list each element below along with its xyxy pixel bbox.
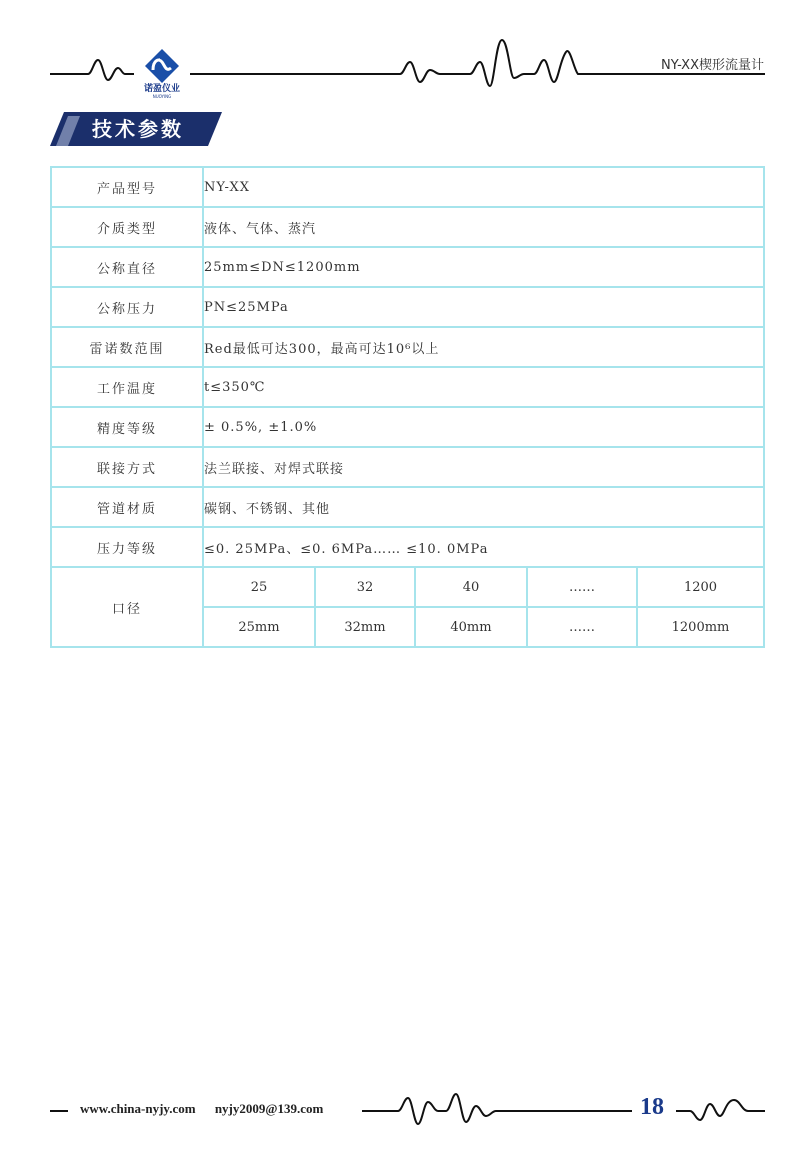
footer-website[interactable]: www.china-nyjy.com <box>80 1101 196 1116</box>
caliber-size: 40mm <box>415 607 527 647</box>
company-logo <box>138 48 186 100</box>
table-row <box>51 527 764 567</box>
page-number: 18 <box>640 1094 664 1120</box>
caliber-code: 40 <box>415 567 527 607</box>
caliber-code: 25 <box>203 567 315 607</box>
table-row <box>51 407 764 447</box>
spec-value: 法兰联接、对焊式联接 <box>203 447 764 487</box>
spec-label: 工作温度 <box>51 367 203 407</box>
caliber-size: …… <box>527 607 637 647</box>
spec-label: 公称压力 <box>51 287 203 327</box>
spec-label: 压力等级 <box>51 527 203 567</box>
caliber-code: …… <box>527 567 637 607</box>
table-row <box>51 487 764 527</box>
footer-contact <box>80 1101 339 1117</box>
table-row <box>51 287 764 327</box>
caliber-size: 25mm <box>203 607 315 647</box>
table-row <box>51 327 764 367</box>
spec-label: 产品型号 <box>51 167 203 207</box>
table-row <box>51 367 764 407</box>
specs-table <box>50 166 765 648</box>
spec-value: Red最低可达300，最高可达10⁶以上 <box>203 327 764 367</box>
table-row <box>51 447 764 487</box>
spec-value: 液体、气体、蒸汽 <box>203 207 764 247</box>
logo-mark-icon <box>144 48 180 84</box>
footer-email[interactable]: nyjy2009@139.com <box>214 1101 324 1116</box>
table-row <box>51 247 764 287</box>
table-row <box>51 207 764 247</box>
caliber-code: 32 <box>315 567 415 607</box>
caliber-code: 1200 <box>637 567 764 607</box>
spec-label: 管道材质 <box>51 487 203 527</box>
logo-subtext: NUOYING <box>152 94 172 99</box>
spec-value: ± 0.5%, ±1.0% <box>203 407 764 447</box>
spec-value: PN≤25MPa <box>203 287 764 327</box>
section-title: 技术参数 <box>92 117 184 141</box>
spec-label: 公称直径 <box>51 247 203 287</box>
spec-label: 介质类型 <box>51 207 203 247</box>
document-title: NY-XX楔形流量计 <box>661 58 764 73</box>
spec-value: 25mm≤DN≤1200mm <box>203 247 764 287</box>
spec-label: 雷诺数范围 <box>51 327 203 367</box>
table-row <box>51 167 764 207</box>
table-row <box>51 567 764 607</box>
caliber-size: 1200mm <box>637 607 764 647</box>
spec-label: 联接方式 <box>51 447 203 487</box>
spec-value: 碳钢、不锈钢、其他 <box>203 487 764 527</box>
logo-text: 诺盈仪业 <box>143 84 180 94</box>
spec-value: ≤0. 25MPa、≤0. 6MPa…… ≤10. 0MPa <box>203 527 764 567</box>
caliber-label: 口径 <box>51 567 203 647</box>
spec-value: NY-XX <box>203 167 764 207</box>
caliber-size: 32mm <box>315 607 415 647</box>
section-banner <box>50 112 222 146</box>
spec-value: t≤350℃ <box>203 367 764 407</box>
spec-label: 精度等级 <box>51 407 203 447</box>
